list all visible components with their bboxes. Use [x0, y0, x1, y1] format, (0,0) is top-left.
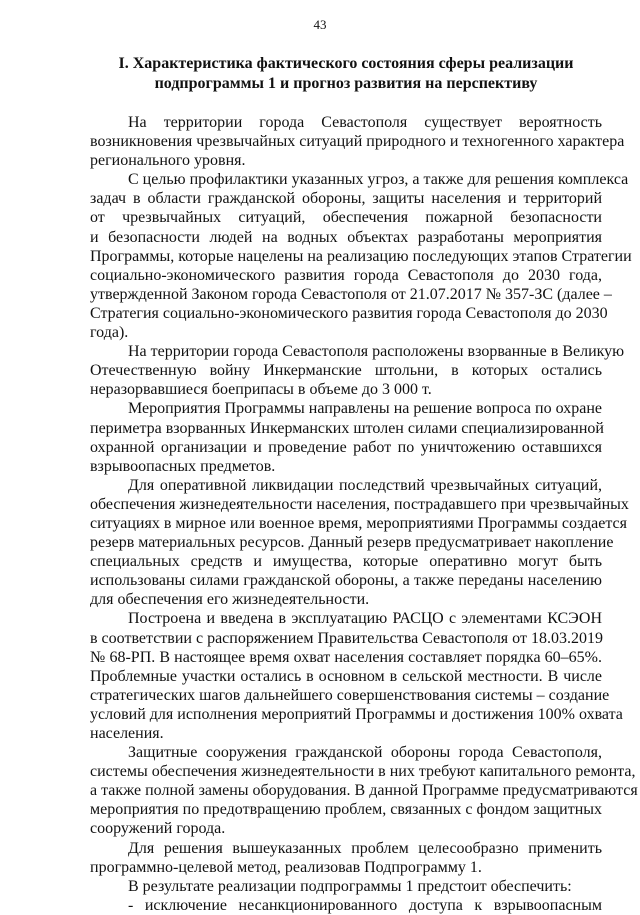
paragraph-line: охранной организации и проведение работ по уничтожению оставшихся: [90, 438, 602, 456]
paragraph: [90, 896, 602, 915]
paragraph-line: программно-целевой метод, реализовав Подпрограмму 1.: [90, 858, 482, 876]
paragraph-line: Стратегия социально-экономического развития города Севастополя до 2030: [90, 304, 608, 322]
paragraph-line: мероприятия по предотвращению проблем, связанных с фондом защитных: [90, 801, 602, 819]
paragraph-line: социально-экономического развития города Севастополя до 2030 года,: [90, 266, 602, 284]
paragraph: [90, 170, 632, 342]
paragraph-line: - исключение несанкционированного доступа к взрывоопасным: [128, 896, 602, 914]
paragraph-line: Построена и введена в эксплуатацию РАСЦО с элементами КСЭОН: [128, 610, 602, 628]
paragraph-line: от чрезвычайных ситуаций, обеспечения пожарной безопасности: [90, 209, 602, 227]
paragraph-line: Защитные сооружения гражданской обороны города Севастополя,: [128, 744, 602, 762]
paragraph-line: ситуациях в мирное или военное время, мероприятиями Программы создается: [90, 514, 627, 532]
paragraph-line: неразорвавшиеся боеприпасы в объеме до 3 000 т.: [90, 381, 432, 399]
paragraph-line: Программы, которые нацелены на реализацию последующих этапов Стратегии: [90, 247, 632, 265]
paragraph-line: системы обеспечения жизнедеятельности в них требуют капитального ремонта,: [90, 763, 636, 781]
paragraph: [90, 839, 602, 877]
paragraph-line: взрывоопасных предметов.: [90, 457, 276, 475]
paragraph-line: в соответствии с распоряжением Правительства Севастополя от 18.03.2019: [90, 629, 603, 647]
paragraph-line: а также полной замены оборудования. В данной Программе предусматриваются: [90, 782, 638, 800]
paragraph-line: Мероприятия Программы направлены на решение вопроса по охране: [128, 400, 602, 418]
paragraph-line: резерв материальных ресурсов. Данный резерв предусматривает накопление: [90, 534, 614, 552]
paragraph-line: возникновения чрезвычайных ситуаций природного и техногенного характера: [90, 133, 625, 151]
section-heading-line-2: подпрограммы 1 и прогноз развития на перспективу: [154, 75, 538, 92]
paragraph: [90, 113, 625, 170]
paragraph: [90, 743, 638, 838]
paragraph-line: сооружений города.: [90, 820, 226, 838]
paragraph-line: использованы силами гражданской обороны, а также переданы населению: [90, 572, 602, 590]
paragraph-line: года).: [90, 324, 129, 342]
paragraph-line: специальных средств и имущества, которые оперативно могут быть: [90, 553, 602, 571]
paragraph: [90, 342, 625, 399]
paragraph-line: В результате реализации подпрограммы 1 предстоит обеспечить:: [128, 877, 572, 895]
paragraph-line: С целью профилактики указанных угроз, а также для решения комплекса: [128, 171, 629, 189]
paragraph-line: Отечественную войну Инкерманские штольни, в которых остались: [90, 362, 602, 380]
paragraph-line: задач в области гражданской обороны, защиты населения и территорий: [90, 190, 602, 208]
paragraph-line: условий для исполнения мероприятий Программы и достижения 100% охвата: [90, 705, 623, 723]
paragraph-line: Проблемные участки остались в основном в сельской местности. В числе: [90, 667, 602, 685]
paragraph-line: для обеспечения его жизнедеятельности.: [90, 591, 370, 609]
paragraph-line: утвержденной Законом города Севастополя от 21.07.2017 № 357-ЗС (далее –: [90, 285, 612, 303]
page-number: 43: [313, 17, 327, 32]
paragraph-line: регионального уровня.: [90, 152, 246, 170]
paragraph: [90, 877, 602, 896]
body-text: [90, 113, 638, 915]
paragraph: [90, 476, 629, 610]
section-heading: [90, 54, 602, 94]
paragraph-line: периметра взорванных Инкерманских штолен силами специализированной: [90, 419, 604, 437]
paragraph: [90, 399, 602, 475]
paragraph: [90, 609, 623, 743]
paragraph-line: На территории города Севастополя расположены взорванные в Великую: [128, 343, 625, 361]
paragraph-line: стратегических шагов дальнейшего совершенствования системы – создание: [90, 686, 610, 704]
section-heading-line-1: I. Характеристика фактического состояния сферы реализации: [118, 55, 574, 72]
paragraph-line: обеспечения жизнедеятельности населения, пострадавшего при чрезвычайных: [90, 495, 629, 513]
paragraph-line: Для оперативной ликвидации последствий чрезвычайных ситуаций,: [128, 476, 602, 494]
paragraph-line: На территории города Севастополя существует вероятность: [128, 114, 602, 131]
paragraph-line: и безопасности людей на водных объектах разработаны мероприятия: [90, 228, 602, 246]
paragraph-line: Для решения вышеуказанных проблем целесообразно применить: [128, 839, 602, 857]
paragraph-line: № 68-РП. В настоящее время охват населения составляет порядка 60–65%.: [90, 648, 602, 666]
paragraph-line: населения.: [90, 725, 164, 742]
